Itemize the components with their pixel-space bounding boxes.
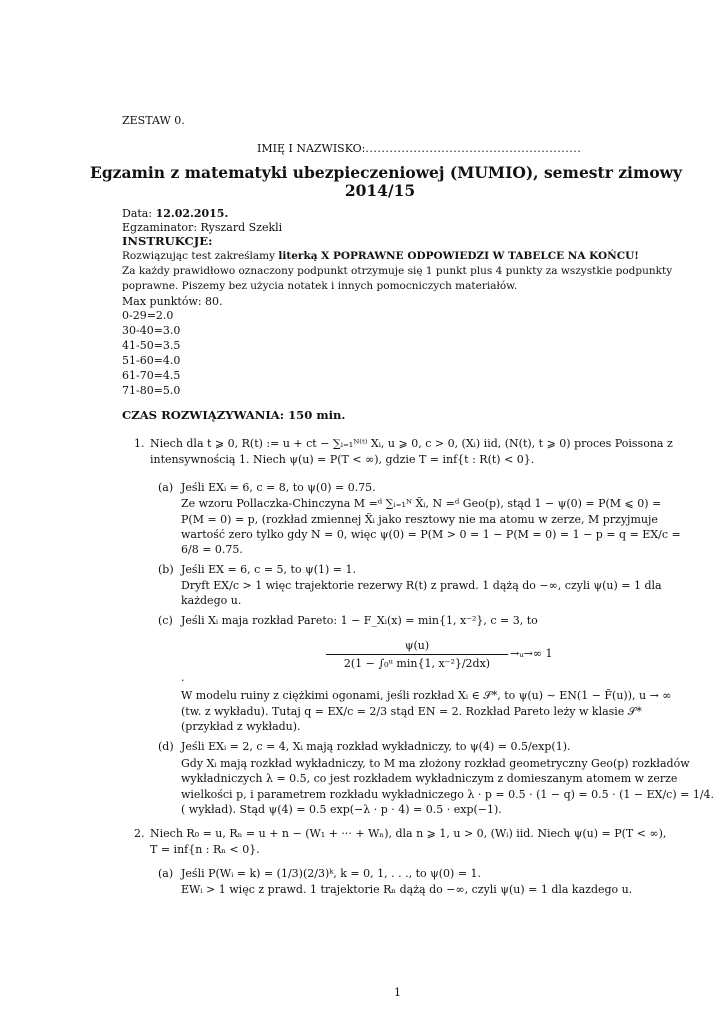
problem-1c-label: (c) — [158, 614, 173, 627]
problem-1-statement-2: intensywnością 1. Niech ψ(u) = P(T < ∞), gdzie T = inf{t : R(t) < 0}. — [150, 453, 535, 466]
formula-denominator: 2(1 − ∫₀ᵘ min{1, x⁻²}/2dx) — [343, 657, 491, 670]
grade-item: 61-70=4.5 — [122, 369, 181, 382]
title-line-2: 2014/15 — [344, 181, 416, 200]
instructions-heading: INSTRUKCJE: — [122, 234, 213, 248]
exam-date — [122, 206, 228, 221]
title-line-1: Egzamin z matematyki ubezpieczeniowej (MUMIO), semestr zimowy — [90, 163, 683, 182]
problem-1d-question: Jeśli EXᵢ = 2, c = 4, Xᵢ mają rozkład wykładniczy, to ψ(4) = 0.5/exp(1). — [181, 740, 571, 753]
date-label: Data: — [122, 207, 153, 220]
page-number: 1 — [394, 986, 401, 999]
instructions-line-1 — [122, 249, 639, 263]
problem-1-statement-1: Niech dla t ⩾ 0, R(t) := u + ct − ∑ᵢ₌₁ᴺ⁽ᵗ⁾ Xᵢ, u ⩾ 0, c > 0, (Xᵢ) iid, (N(t), t ⩾ 0) proces Poissona z — [150, 437, 673, 450]
problem-2-statement-2: T = inf{n : Rₙ < 0}. — [150, 843, 260, 856]
grade-item: 30-40=3.0 — [122, 324, 181, 337]
problem-1b-question: Jeśli EX = 6, c = 5, to ψ(1) = 1. — [181, 563, 356, 576]
set-label: ZESTAW 0. — [122, 114, 185, 127]
problem-1a-label: (a) — [158, 481, 174, 494]
problem-1c-solution-1: W modelu ruiny z ciężkimi ogonami, jeśli rozkład Xᵢ ∈ 𝒮*, to ψ(u) ∼ EN(1 − F̃(u)), u → ∞ — [181, 689, 672, 702]
problem-2a-label: (a) — [158, 867, 174, 880]
problem-1d-label: (d) — [158, 740, 174, 753]
instructions-line-2: Za każdy prawidłowo oznaczony podpunkt otrzymuje się 1 punkt plus 4 punkty za wszystkie podpunkty — [122, 265, 673, 277]
grade-scale — [122, 308, 180, 398]
problem-1d-solution-4: ( wykład). Stąd ψ(4) = 0.5 exp(−λ · p · 4) = 0.5 · exp(−1). — [181, 803, 502, 816]
problem-1c-formula — [326, 638, 508, 671]
instructions-line-3: poprawne. Piszemy bez użycia notatek i innych pomocniczych materiałów. — [122, 280, 518, 292]
grade-item: 51-60=4.0 — [122, 354, 181, 367]
date-value: 12.02.2015. — [155, 207, 229, 220]
max-points: Max punktów: 80. — [122, 295, 223, 308]
problem-2-number: 2. — [134, 827, 145, 840]
grade-item: 71-80=5.0 — [122, 384, 181, 397]
fraction-bar — [326, 654, 508, 655]
problem-1b-label: (b) — [158, 563, 174, 576]
problem-1a-question: Jeśli EXᵢ = 6, c = 8, to ψ(0) = 0.75. — [181, 481, 376, 494]
instructions-emphasis: literką X POPRAWNE ODPOWIEDZI W TABELCE NA KOŃCU! — [278, 250, 639, 262]
problem-1d-solution-1: Gdy Xᵢ mają rozkład wykładniczy, to M ma złożony rozkład geometryczny Geo(p) rozkładów — [181, 757, 690, 770]
formula-limit: →ᵤ→∞ 1 — [510, 647, 553, 660]
problem-1a-solution-2: P(M = 0) = p, (rozkład zmiennej X̃ᵢ jako resztowy nie ma atomu w zerze, M przyjmuje — [181, 513, 658, 526]
problem-2a-solution-1: EWᵢ > 1 więc z prawd. 1 trajektorie Rₙ dążą do −∞, czyli ψ(u) = 1 dla kazdego u. — [181, 883, 633, 896]
problem-1b-solution-1: Dryft EX/c > 1 więc trajektorie rezerwy R(t) z prawd. 1 dążą do −∞, czyli ψ(u) = 1 dla — [181, 579, 662, 592]
problem-1a-solution-1: Ze wzoru Pollaczka-Chinczyna M =ᵈ ∑ᵢ₌₁ᴺ X̃ᵢ, N =ᵈ Geo(p), stąd 1 − ψ(0) = P(M ⩽ 0) = — [181, 497, 662, 510]
name-field — [257, 141, 581, 156]
grade-item: 41-50=3.5 — [122, 339, 181, 352]
problem-1a-solution-3: wartość zero tylko gdy N = 0, więc ψ(0) = P(M > 0 = 1 − P(M = 0) = 1 − p = q = EX/c = — [181, 528, 681, 541]
formula-period: . — [181, 671, 185, 684]
problem-1c-question: Jeśli Xᵢ maja rozkład Pareto: 1 − F_Xᵢ(x) = min{1, x⁻²}, c = 3, to — [181, 614, 538, 627]
examiner: Egzaminator: Ryszard Szekli — [122, 221, 283, 234]
formula-numerator: ψ(u) — [404, 639, 430, 652]
name-label: IMIĘ I NAZWISKO: — [257, 142, 366, 155]
grade-item: 0-29=2.0 — [122, 309, 174, 322]
exam-title — [90, 163, 683, 200]
problem-1a-solution-4: 6/8 = 0.75. — [181, 543, 243, 556]
problem-1d-solution-3: wielkości p, i parametrem rozkładu wykładniczego λ · p = 0.5 · (1 − q) = 0.5 · (1 − EX/c) = 1/4. — [181, 788, 715, 801]
problem-1b-solution-2: każdego u. — [181, 594, 242, 607]
problem-2-statement-1: Niech R₀ = u, Rₙ = u + n − (W₁ + ··· + Wₙ), dla n ⩾ 1, u > 0, (Wᵢ) iid. Niech ψ(u) = P(T < ∞), — [150, 827, 667, 840]
problem-2a-question: Jeśli P(Wᵢ = k) = (1/3)(2/3)ᵏ, k = 0, 1, . . ., to ψ(0) = 1. — [181, 867, 482, 880]
instructions-pre: Rozwiązując test zakreślamy — [122, 250, 276, 262]
problem-1c-solution-3: (przykład z wykładu). — [181, 720, 301, 733]
name-line: ...................................................... — [365, 142, 582, 155]
problem-1d-solution-2: wykładniczych λ = 0.5, co jest rozkładem wykładniczym z domieszanym atomem w zerze — [181, 772, 678, 785]
time-limit: CZAS ROZWIĄZYWANIA: 150 min. — [122, 408, 346, 422]
problem-1-number: 1. — [134, 437, 145, 450]
problem-1c-solution-2: (tw. z wykładu). Tutaj q = EX/c = 2/3 stąd EN = 2. Rozkład Pareto leży w klasie 𝒮* — [181, 705, 642, 718]
